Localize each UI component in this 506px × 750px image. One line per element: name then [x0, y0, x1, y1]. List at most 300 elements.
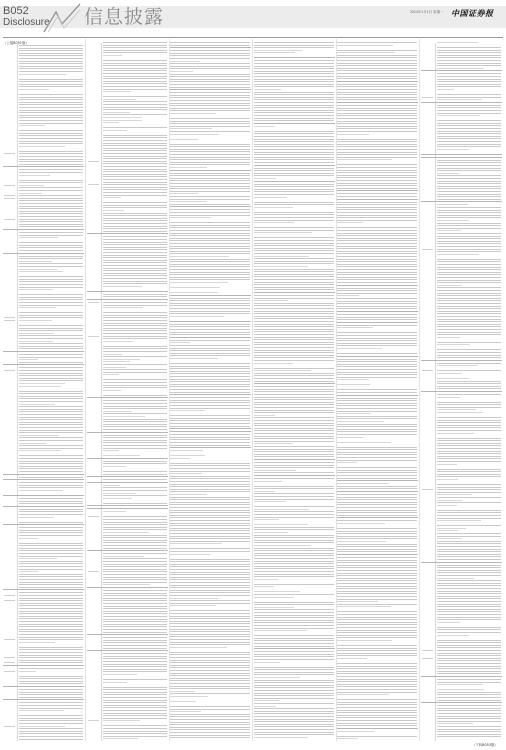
text-line — [254, 597, 294, 598]
row-rule — [3, 589, 84, 590]
text-line — [170, 722, 250, 723]
text-line — [337, 78, 417, 79]
text-line — [254, 651, 334, 652]
text-line — [337, 627, 417, 628]
text-line — [170, 688, 250, 689]
text-line — [254, 342, 334, 343]
text-line — [437, 494, 473, 495]
text-line — [437, 165, 501, 166]
text-line — [103, 210, 124, 211]
text-line — [19, 68, 83, 69]
text-line — [170, 68, 250, 69]
text-line — [103, 658, 167, 659]
text-line — [19, 213, 83, 214]
text-line — [437, 168, 501, 169]
text-line — [337, 533, 417, 534]
text-line — [19, 485, 83, 486]
text-line — [437, 220, 470, 221]
text-line — [170, 123, 250, 124]
text-line — [4, 370, 15, 371]
text-line — [254, 250, 334, 251]
text-line — [337, 295, 359, 296]
text-line — [437, 417, 501, 418]
text-line — [337, 327, 373, 328]
text-line — [170, 716, 250, 717]
text-line — [103, 613, 167, 614]
text-line — [254, 488, 334, 489]
text-line — [19, 373, 83, 374]
text-line — [437, 451, 501, 452]
text-line — [103, 653, 167, 654]
text-line — [437, 363, 501, 364]
text-line — [337, 253, 417, 254]
text-line — [19, 548, 83, 549]
text-line — [103, 725, 167, 726]
text-line — [170, 400, 250, 401]
text-line — [337, 353, 417, 354]
text-line — [437, 476, 501, 477]
text-line — [19, 79, 83, 80]
text-line — [19, 728, 83, 729]
text-line — [103, 702, 167, 703]
text-line — [170, 204, 250, 205]
text-line — [19, 198, 83, 199]
text-line — [19, 718, 83, 719]
text-line — [170, 491, 250, 492]
text-line — [170, 530, 250, 531]
text-line — [103, 529, 167, 530]
text-line — [103, 122, 119, 123]
text-line — [437, 422, 501, 423]
text-line — [19, 266, 83, 267]
text-line — [103, 574, 167, 575]
text-line — [437, 438, 501, 439]
text-line — [103, 70, 167, 71]
text-line — [437, 635, 470, 636]
text-line — [19, 130, 83, 131]
text-line — [437, 427, 501, 428]
text-line — [103, 153, 167, 154]
text-line — [170, 616, 250, 617]
text-line — [254, 146, 334, 147]
text-line — [254, 266, 309, 267]
text-line — [19, 490, 63, 491]
text-line — [437, 194, 501, 195]
text-line — [337, 73, 417, 74]
text-line — [170, 113, 216, 114]
text-line — [170, 386, 250, 387]
text-line — [254, 360, 334, 361]
text-line — [170, 525, 250, 526]
text-line — [19, 443, 46, 444]
text-line — [103, 540, 167, 541]
text-line — [337, 692, 417, 693]
row-rule — [337, 285, 418, 286]
text-line — [437, 530, 459, 531]
text-line — [103, 249, 167, 250]
text-line — [170, 298, 250, 299]
text-line — [19, 411, 83, 412]
text-line — [437, 99, 483, 100]
text-line — [337, 159, 392, 160]
text-line — [254, 237, 334, 238]
text-line — [437, 684, 484, 685]
text-line — [19, 50, 83, 51]
row-rule — [87, 299, 168, 300]
text-line — [19, 256, 83, 257]
text-line — [337, 288, 417, 289]
text-line — [254, 425, 334, 426]
text-line — [170, 724, 250, 725]
text-line — [337, 567, 417, 568]
text-line — [254, 643, 334, 644]
text-line — [103, 192, 167, 193]
text-line — [254, 669, 334, 670]
row-rule — [337, 491, 418, 492]
text-line — [437, 94, 501, 95]
text-line — [437, 591, 501, 592]
text-line — [103, 400, 167, 401]
text-line — [19, 232, 83, 233]
text-line — [103, 532, 150, 533]
text-line — [170, 595, 250, 596]
text-line — [19, 657, 83, 658]
text-line — [254, 456, 334, 457]
text-line — [103, 120, 142, 121]
text-line — [170, 53, 250, 54]
text-line — [170, 497, 250, 498]
text-line — [103, 558, 167, 559]
text-line — [170, 266, 250, 267]
text-line — [103, 341, 133, 342]
text-line — [170, 665, 250, 666]
text-line — [337, 279, 417, 280]
text-line — [337, 575, 417, 576]
text-line — [254, 402, 334, 403]
text-line — [19, 527, 83, 528]
text-line — [4, 657, 15, 658]
text-line — [337, 128, 417, 129]
text-line — [170, 277, 250, 278]
text-line — [254, 47, 334, 48]
text-line — [437, 160, 501, 161]
text-line — [170, 162, 250, 163]
text-line — [254, 617, 334, 618]
text-line — [170, 610, 250, 611]
text-line — [254, 615, 334, 616]
text-line — [337, 736, 417, 737]
text-line — [437, 448, 501, 449]
text-line — [437, 303, 501, 304]
text-line — [19, 398, 83, 399]
section-title: 信息披露 — [84, 6, 165, 28]
text-line — [337, 325, 417, 326]
text-line — [254, 706, 276, 707]
text-line — [337, 377, 417, 378]
text-line — [254, 640, 334, 641]
text-line — [170, 660, 250, 661]
text-line — [254, 454, 334, 455]
text-line — [19, 556, 83, 557]
text-line — [19, 715, 83, 716]
text-line — [337, 86, 417, 87]
text-line — [437, 617, 501, 618]
text-line — [88, 184, 99, 185]
text-line — [437, 611, 501, 612]
text-line — [19, 477, 83, 478]
text-line — [103, 545, 167, 546]
text-line — [103, 463, 167, 464]
text-line — [19, 354, 83, 355]
row-rule — [3, 506, 84, 507]
text-line — [437, 653, 501, 654]
text-line — [170, 397, 250, 398]
text-line — [170, 476, 250, 477]
text-line — [4, 185, 15, 186]
text-line — [337, 599, 417, 600]
text-line — [170, 647, 227, 648]
text-line — [337, 332, 417, 333]
text-line — [19, 104, 83, 105]
text-line — [254, 284, 334, 285]
text-line — [337, 89, 417, 90]
text-line — [19, 616, 83, 617]
text-line — [337, 238, 417, 239]
text-line — [170, 300, 250, 301]
text-line — [337, 274, 417, 275]
text-line — [103, 736, 167, 737]
text-line — [337, 457, 417, 458]
text-line — [254, 73, 334, 74]
text-line — [254, 734, 334, 735]
text-line — [254, 677, 300, 678]
text-line — [437, 666, 501, 667]
text-line — [254, 509, 309, 510]
text-line — [19, 172, 83, 173]
row-rule — [421, 102, 502, 103]
text-line — [19, 702, 83, 703]
text-line — [337, 196, 417, 197]
text-line — [254, 263, 334, 264]
text-line — [337, 152, 417, 153]
text-line — [19, 341, 53, 342]
text-line — [437, 596, 501, 597]
text-line — [103, 718, 167, 719]
text-line — [103, 150, 167, 151]
text-line — [254, 511, 334, 512]
text-line — [170, 504, 250, 505]
text-column — [421, 39, 502, 741]
text-line — [254, 318, 334, 319]
text-line — [170, 95, 250, 96]
text-line — [170, 618, 250, 619]
text-line — [19, 422, 83, 423]
text-line — [254, 436, 334, 437]
text-line — [254, 394, 334, 395]
text-line — [170, 363, 250, 364]
text-line — [19, 359, 38, 360]
text-line — [103, 182, 167, 183]
text-line — [170, 481, 250, 482]
text-line — [103, 640, 167, 641]
text-line — [254, 311, 334, 312]
text-line — [437, 505, 458, 506]
text-line — [254, 370, 312, 371]
text-line — [103, 257, 167, 258]
text-line — [170, 79, 250, 80]
text-line — [437, 700, 501, 701]
text-line — [103, 720, 140, 721]
text-line — [254, 586, 274, 587]
text-line — [103, 503, 167, 504]
text-line — [437, 50, 501, 51]
text-line — [254, 441, 334, 442]
text-line — [170, 97, 250, 98]
text-line — [254, 470, 297, 471]
text-line — [254, 159, 334, 160]
text-line — [254, 594, 334, 595]
text-line — [170, 543, 222, 544]
text-line — [19, 193, 42, 194]
text-line — [437, 225, 501, 226]
text-line — [437, 280, 501, 281]
text-line — [19, 190, 83, 191]
text-line — [19, 631, 83, 632]
text-line — [19, 333, 54, 334]
text-line — [19, 430, 83, 431]
text-line — [170, 235, 250, 236]
text-line — [254, 66, 334, 67]
text-line — [103, 689, 167, 690]
text-line — [170, 572, 250, 573]
text-line — [437, 731, 501, 732]
text-line — [337, 507, 417, 508]
text-line — [19, 733, 83, 734]
text-line — [19, 396, 83, 397]
text-line — [103, 642, 167, 643]
text-line — [19, 346, 83, 347]
text-line — [103, 65, 167, 66]
text-line — [337, 624, 417, 625]
text-line — [103, 130, 128, 131]
text-line — [103, 145, 167, 146]
text-line — [103, 435, 167, 436]
text-line — [337, 684, 417, 685]
text-line — [170, 727, 250, 728]
text-line — [254, 363, 293, 364]
text-line — [437, 726, 501, 727]
row-rule — [421, 154, 502, 155]
text-line — [337, 483, 389, 484]
text-line — [19, 143, 83, 144]
text-line — [254, 253, 334, 254]
text-line — [103, 112, 130, 113]
text-line — [254, 173, 334, 174]
text-line — [337, 512, 417, 513]
text-line — [437, 512, 501, 513]
text-line — [19, 287, 83, 288]
text-line — [170, 212, 250, 213]
text-line — [254, 537, 334, 538]
text-line — [254, 693, 334, 694]
text-line — [19, 112, 83, 113]
text-line — [437, 306, 501, 307]
text-line — [170, 389, 250, 390]
text-line — [19, 211, 83, 212]
text-line — [170, 355, 250, 356]
text-line — [337, 720, 417, 721]
text-line — [437, 178, 501, 179]
text-line — [19, 603, 83, 604]
text-line — [437, 269, 501, 270]
text-line — [254, 230, 334, 231]
text-line — [19, 530, 83, 531]
row-rule — [337, 190, 418, 191]
text-line — [170, 269, 250, 270]
text-line — [19, 226, 83, 227]
text-line — [19, 370, 83, 371]
text-line — [337, 666, 417, 667]
text-line — [19, 393, 83, 394]
text-line — [254, 514, 334, 515]
text-line — [337, 303, 417, 304]
text-line — [254, 622, 334, 623]
top-rule — [3, 37, 503, 38]
text-line — [254, 334, 334, 335]
text-line — [19, 652, 83, 653]
text-line — [88, 516, 99, 517]
text-line — [254, 118, 334, 119]
text-line — [337, 411, 417, 412]
text-line — [103, 101, 167, 102]
text-line — [422, 249, 433, 250]
text-line — [437, 404, 501, 405]
text-line — [437, 115, 481, 116]
text-line — [19, 66, 83, 67]
text-line — [337, 707, 417, 708]
text-line — [170, 87, 250, 88]
row-rule — [337, 199, 418, 200]
text-line — [170, 634, 250, 635]
text-line — [103, 135, 167, 136]
text-line — [19, 315, 83, 316]
text-line — [103, 184, 167, 185]
text-line — [19, 409, 83, 410]
text-line — [437, 692, 501, 693]
text-line — [254, 389, 334, 390]
text-line — [337, 384, 370, 385]
text-line — [103, 205, 167, 206]
text-line — [170, 134, 219, 135]
text-line — [437, 645, 501, 646]
text-line — [19, 200, 83, 201]
text-line — [254, 433, 334, 434]
text-line — [19, 284, 83, 285]
text-line — [437, 125, 501, 126]
text-line — [337, 580, 417, 581]
text-line — [170, 149, 250, 150]
text-line — [254, 726, 334, 727]
text-line — [254, 120, 334, 121]
text-line — [19, 375, 83, 376]
text-line — [337, 565, 417, 566]
text-line — [437, 285, 462, 286]
text-line — [254, 674, 334, 675]
text-line — [19, 720, 83, 721]
text-line — [103, 387, 167, 388]
text-line — [170, 533, 250, 534]
text-line — [254, 276, 334, 277]
